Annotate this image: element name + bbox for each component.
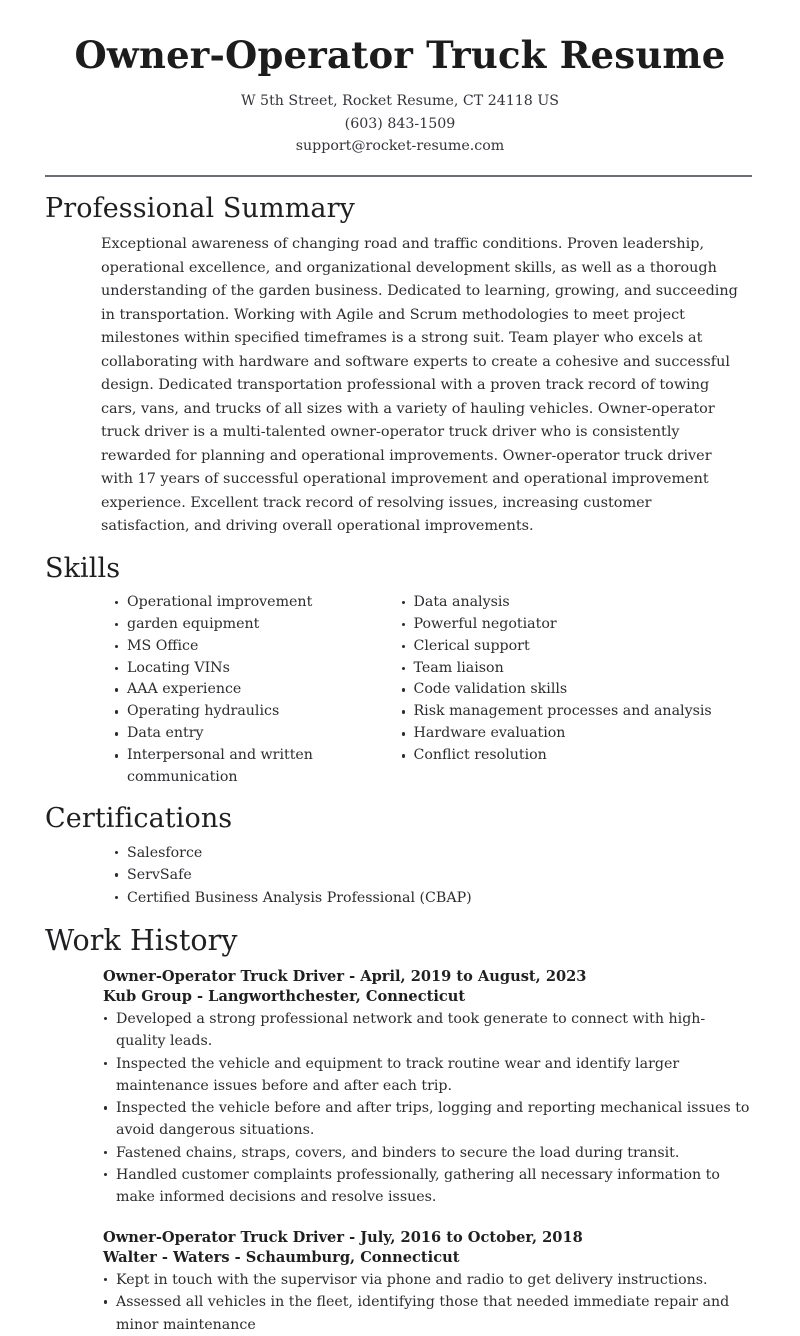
list-item: Risk management processes and analysis [401, 701, 753, 723]
list-item: Inspected the vehicle and equipment to track routine wear and identify larger maintenance issues before and after each trip. [103, 1053, 752, 1098]
job-title-and-dates: Owner-Operator Truck Driver - April, 2019 to August, 2023 [103, 967, 587, 985]
job-responsibilities [103, 1269, 752, 1336]
skills-list-left [114, 592, 399, 789]
list-item: Salesforce [114, 842, 752, 864]
page-title: Owner-Operator Truck Resume [74, 33, 726, 77]
section-heading-skills: Skills [45, 552, 121, 584]
list-item: Inspected the vehicle before and after trips, logging and reporting mechanical issues to avoid dangerous situations. [103, 1097, 752, 1142]
skills-columns [45, 592, 752, 789]
list-item: ServSafe [114, 864, 752, 886]
job-entry [45, 1228, 752, 1336]
list-item: Powerful negotiator [401, 614, 753, 636]
resume-header [0, 0, 800, 157]
section-heading-summary: Professional Summary [45, 193, 355, 225]
list-item: Handled customer complaints professionally, gathering all necessary information to make informed decisions and resolve issues. [103, 1164, 752, 1209]
job-entry [45, 967, 752, 1209]
list-item: Locating VINs [114, 658, 399, 680]
list-item: Data analysis [401, 592, 753, 614]
job-responsibilities [103, 1008, 752, 1209]
job-company-and-location: Kub Group - Langworthchester, Connecticut [103, 988, 466, 1006]
list-item: garden equipment [114, 614, 399, 636]
contact-phone: (603) 843-1509 [344, 115, 456, 132]
summary-text: Exceptional awareness of changing road and traffic conditions. Proven leadership, operational excellence, and organizational development skills, as well as a thorough understanding of the garden business. Dedicated to learning, growing, and succeeding in transportation. Working with Agile and Scrum methodologies to meet project milestones within specified timeframes is a strong suit. Team player who excels at collaborating with hardware and software experts to create a cohesive and successful design. Dedicated transportation professional with a proven track record of towing cars, vans, and trucks of all sizes with a variety of hauling vehicles. Owner-operator truck driver is a multi-talented owner-operator truck driver who is consistently rewarded for planning and operational improvements. Owner-operator truck driver with 17 years of successful operational improvement and operational improvement experience. Excellent track record of resolving issues, increasing customer satisfaction, and driving overall operational improvements. [101, 236, 738, 534]
contact-info [0, 90, 800, 157]
list-item: Data entry [114, 723, 399, 745]
contact-address: W 5th Street, Rocket Resume, CT 24118 US [240, 93, 560, 110]
certifications-list-wrap [45, 842, 752, 909]
list-item: Certified Business Analysis Professional (CBAP) [114, 887, 752, 909]
section-skills [0, 553, 800, 789]
list-item: Operating hydraulics [114, 701, 399, 723]
skills-list-right [401, 592, 753, 768]
list-item: Hardware evaluation [401, 723, 753, 745]
contact-email: support@rocket-resume.com [295, 138, 505, 155]
job-company-and-location: Walter - Waters - Schaumburg, Connecticut [103, 1249, 460, 1267]
skills-column-left [45, 592, 399, 789]
section-professional-summary [0, 193, 800, 538]
list-item: Fastened chains, straps, covers, and binders to secure the load during transit. [103, 1142, 752, 1164]
list-item: Conflict resolution [401, 745, 753, 767]
list-item: Developed a strong professional network and took generate to connect with high-quality leads. [103, 1008, 752, 1053]
section-work-history [0, 924, 800, 1336]
list-item: Assessed all vehicles in the fleet, identifying those that needed immediate repair and minor maintenance [103, 1291, 752, 1336]
list-item: Kept in touch with the supervisor via phone and radio to get delivery instructions. [103, 1269, 752, 1291]
list-item: Team liaison [401, 658, 753, 680]
list-item: Operational improvement [114, 592, 399, 614]
skills-column-right [399, 592, 753, 789]
section-certifications [0, 803, 800, 909]
job-list [45, 967, 752, 1336]
certifications-list [114, 842, 752, 909]
list-item: Code validation skills [401, 679, 753, 701]
job-title-and-dates: Owner-Operator Truck Driver - July, 2016 to October, 2018 [103, 1228, 583, 1246]
section-heading-certifications: Certifications [45, 803, 233, 835]
list-item: Interpersonal and written communication [114, 745, 399, 789]
header-divider [45, 175, 752, 177]
list-item: MS Office [114, 636, 399, 658]
list-item: Clerical support [401, 636, 753, 658]
section-heading-work-history: Work History [45, 923, 238, 957]
list-item: AAA experience [114, 679, 399, 701]
